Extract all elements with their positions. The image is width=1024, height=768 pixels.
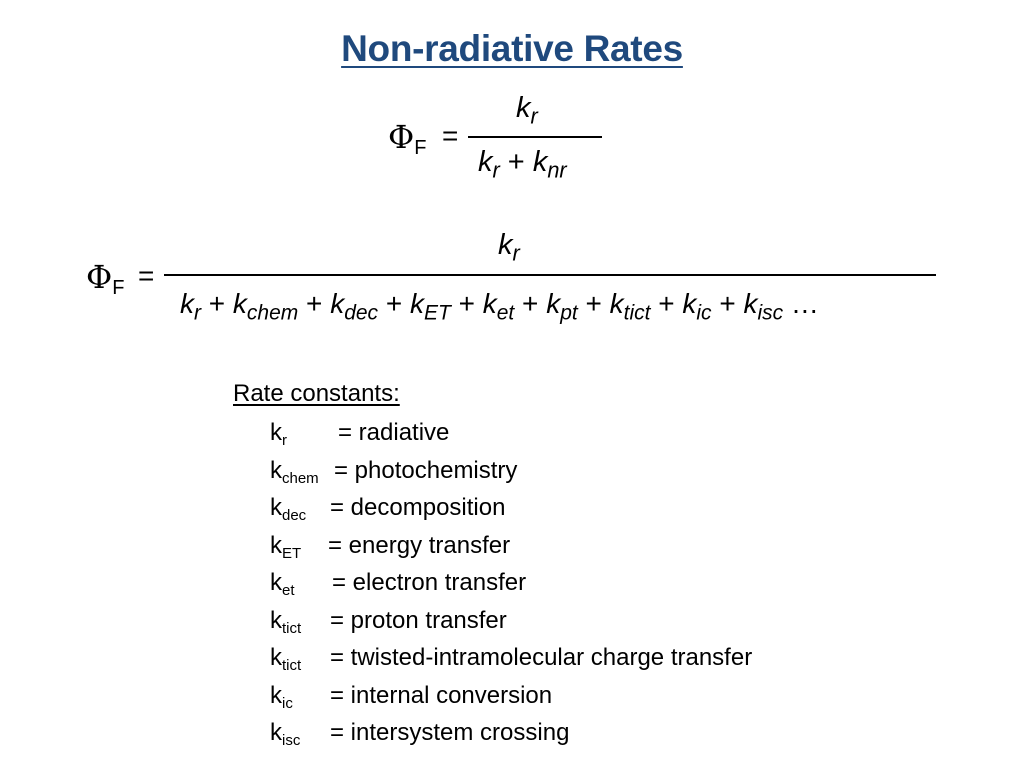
rate-description: = decomposition: [330, 494, 506, 521]
operator: +: [711, 288, 744, 319]
k-symbol: k: [743, 288, 758, 319]
operator: +: [650, 288, 683, 319]
k-symbol: k: [546, 288, 561, 319]
k-subscript: r: [194, 301, 201, 325]
rate-item: [270, 644, 753, 674]
rate-symbol: [270, 457, 319, 485]
rate-description: = radiative: [338, 419, 450, 446]
k-subscript: chem: [246, 301, 299, 325]
rate-symbol: [270, 682, 293, 710]
k-symbol: k: [682, 288, 697, 319]
k-symbol: k: [270, 494, 282, 521]
k-subscript: tict: [623, 301, 651, 325]
operator: +: [450, 288, 483, 319]
k-symbol: k: [409, 288, 424, 319]
plus-sign: +: [499, 146, 533, 178]
k-symbol: k: [232, 288, 247, 319]
rate-description: = electron transfer: [332, 569, 527, 596]
k-symbol: k: [270, 719, 282, 746]
rate-description: = internal conversion: [330, 681, 553, 709]
k-symbol: k: [270, 644, 282, 671]
k-subscript: tict: [282, 619, 302, 637]
k-subscript: dec: [344, 301, 379, 325]
equals-sign: =: [138, 260, 155, 291]
k-symbol: k: [270, 419, 282, 446]
denominator: [180, 288, 819, 325]
rate-symbol: [270, 607, 301, 635]
equals-sign: =: [442, 120, 459, 151]
k-subscript: r: [530, 103, 538, 129]
rate-item: [270, 719, 570, 749]
phi-subscript: F: [112, 277, 125, 299]
k-subscript: ic: [282, 694, 293, 712]
k-subscript: et: [282, 582, 295, 599]
k-symbol: k: [270, 531, 282, 559]
operator: +: [378, 288, 410, 319]
k-symbol: k: [498, 229, 513, 261]
k-subscript: ET: [282, 544, 302, 562]
k-subscript: r: [282, 432, 287, 449]
k-subscript: nr: [547, 157, 567, 183]
rate-symbol: [270, 644, 301, 672]
k-subscript: ET: [423, 301, 451, 325]
rate-symbol: [270, 494, 306, 522]
operator: +: [577, 288, 610, 319]
k-symbol: k: [270, 606, 282, 634]
phi-symbol: Φ: [388, 118, 415, 156]
phi-subscript: F: [414, 137, 427, 159]
k-symbol: k: [330, 288, 345, 319]
operator: +: [201, 288, 233, 319]
k-subscript: r: [492, 157, 500, 183]
k-subscript: dec: [282, 507, 307, 524]
k-subscript: isc: [282, 732, 301, 749]
rate-symbol: [270, 419, 287, 447]
k-symbol: k: [609, 288, 624, 319]
k-symbol: k: [516, 92, 531, 124]
fraction-bar: [164, 274, 936, 276]
rate-item: [270, 681, 553, 712]
k-symbol: k: [482, 288, 497, 319]
rate-symbol: [270, 569, 295, 597]
operator: +: [298, 288, 331, 319]
k-symbol: k: [270, 569, 282, 596]
phi-f-lhs: [388, 118, 426, 160]
rate-symbol: [270, 532, 301, 560]
phi-f-lhs: [86, 258, 124, 300]
rate-description: = proton transfer: [330, 606, 507, 634]
rate-description: = intersystem crossing: [330, 719, 570, 746]
k-subscript: pt: [560, 301, 578, 325]
k-symbol: k: [270, 456, 282, 484]
rate-description: = twisted-intramolecular charge transfer: [330, 644, 753, 671]
numerator: [516, 92, 538, 129]
rate-item: [270, 456, 518, 487]
k-symbol: k: [180, 288, 194, 319]
numerator: [498, 229, 520, 266]
rate-item: [270, 494, 506, 524]
rate-item: [270, 531, 511, 562]
k-subscript: isc: [757, 301, 784, 325]
k-symbol: k: [532, 146, 548, 178]
k-subscript: et: [496, 301, 515, 325]
slide-title: Non-radiative Rates: [341, 28, 683, 69]
k-subscript: tict: [282, 657, 302, 674]
rate-description: = energy transfer: [328, 531, 511, 559]
rate-description: = photochemistry: [334, 456, 518, 484]
phi-symbol: Φ: [86, 258, 113, 296]
operator: +: [514, 288, 547, 319]
k-symbol: k: [478, 146, 493, 178]
k-symbol: k: [270, 681, 282, 709]
k-subscript: ic: [696, 301, 712, 325]
rate-item: [270, 569, 527, 599]
k-subscript: chem: [282, 469, 319, 487]
rate-item: [270, 419, 450, 449]
rate-constants-heading: Rate constants:: [233, 380, 400, 407]
fraction-bar: [468, 136, 602, 138]
denominator: [478, 146, 567, 183]
rate-symbol: [270, 719, 300, 747]
operator: …: [783, 288, 819, 319]
k-subscript: r: [512, 240, 520, 266]
rate-item: [270, 606, 507, 637]
